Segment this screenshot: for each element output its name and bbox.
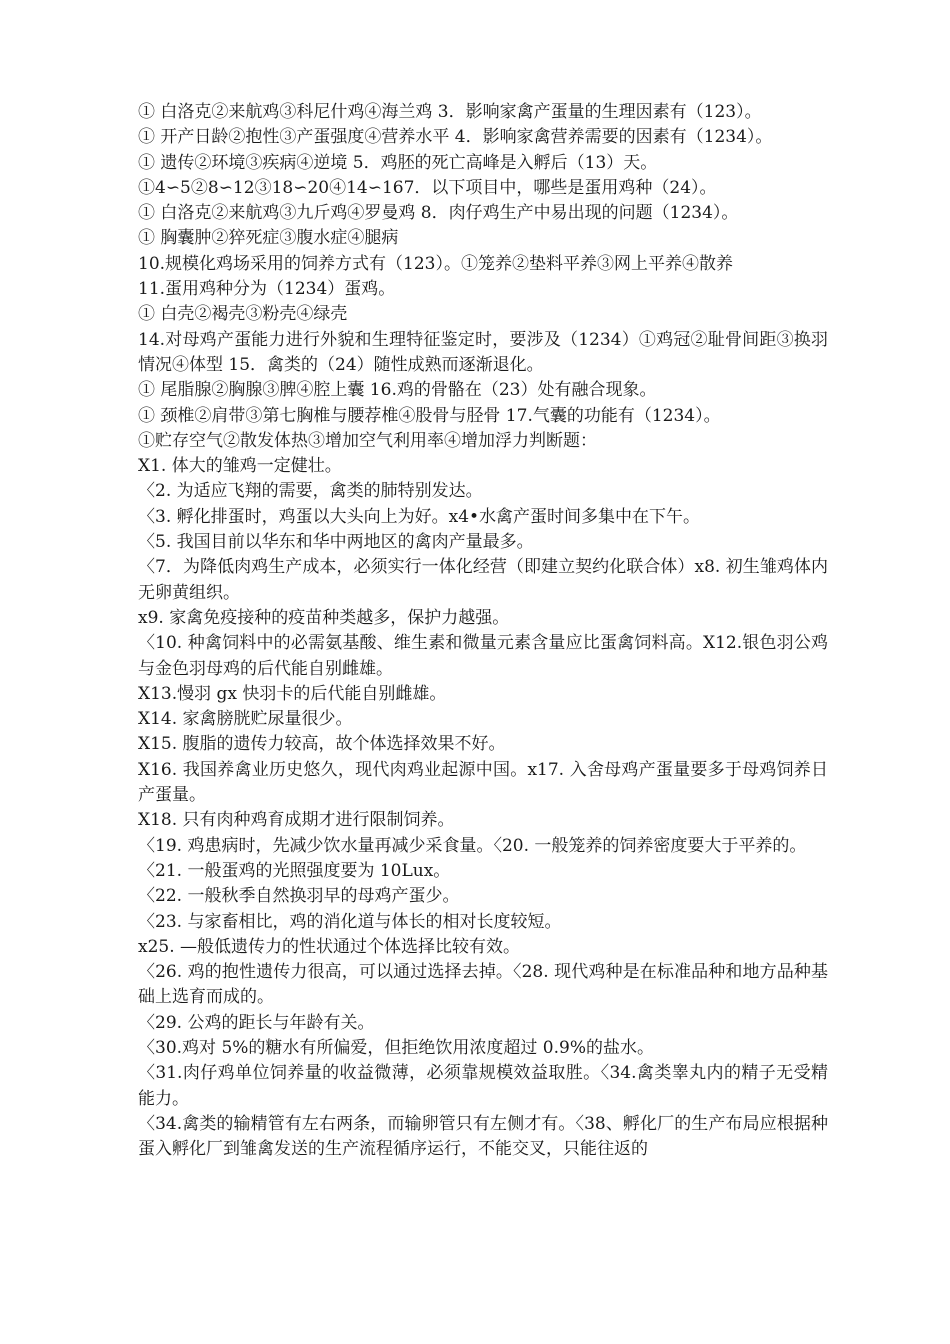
text-line: 〈7．为降低肉鸡生产成本，必须实行一体化经营（即建立契约化联合体）x8. 初生雏鸡体内无卵黄组织。 (138, 557, 828, 603)
text-line: 14.对母鸡产蛋能力进行外貌和生理特征鉴定时，要涉及（1234）①鸡冠②耻骨间距③换羽情况④体型 15．禽类的（24）随性成熟而逐渐退化。 (138, 329, 828, 375)
text-line: ① 胸囊肿②猝死症③腹水症④腿病 (138, 228, 399, 249)
text-line: x9. 家禽免疫接种的疫苗种类越多，保护力越强。 (138, 607, 510, 628)
text-line: ① 白洛克②来航鸡③九斤鸡④罗曼鸡 8．肉仔鸡生产中易出现的问题（1234）。 (138, 203, 739, 224)
text-line: ① 颈椎②肩带③第七胸椎与腰荐椎④股骨与胫骨 17.气囊的功能有（1234）。 (138, 405, 721, 426)
text-line: X16. 我国养禽业历史悠久，现代肉鸡业起源中国。x17. 入舍母鸡产蛋量要多于母鸡饲养日产蛋量。 (138, 759, 828, 806)
text-line: ① 白壳②褐壳③粉壳④绿壳 (138, 304, 348, 325)
text-line: 11.蛋用鸡种分为（1234）蛋鸡。 (138, 279, 396, 300)
text-line: ① 遗传②环境③疾病④逆境 5．鸡胚的死亡高峰是入孵后（13）天。 (138, 152, 658, 173)
text-line: ① 开产日龄②抱性③产蛋强度④营养水平 4．影响家禽营养需要的因素有（1234）。 (138, 127, 773, 148)
text-line: 〈2. 为适应飞翔的需要，禽类的肺特别发达。 (138, 481, 483, 502)
text-line: 〈5. 我国目前以华东和华中两地区的禽肉产量最多。 (138, 532, 534, 553)
text-line: X14. 家禽膀胱贮尿量很少。 (138, 709, 353, 730)
text-line: ①4∽5②8∽12③18∽20④14∽167．以下项目中，哪些是蛋用鸡种（24）。 (138, 177, 717, 198)
text-line: 〈21. 一般蛋鸡的光照强度要为 10Lux。 (138, 860, 451, 881)
text-line: ① 尾脂腺②胸腺③脾④腔上囊 16.鸡的骨骼在（23）处有融合现象。 (138, 380, 657, 401)
text-line: 〈3. 孵化排蛋时，鸡蛋以大头向上为好。x4•水禽产蛋时间多集中在下午。 (138, 506, 701, 527)
text-line: 〈34.禽类的输精管有左右两条，而输卵管只有左侧才有。〈38、孵化厂的生产布局应根据种蛋入孵化厂到雏禽发送的生产流程循序运行，不能交叉，只能往返的 (138, 1113, 828, 1160)
text-line: ① 白洛克②来航鸡③科尼什鸡④海兰鸡 3．影响家禽产蛋量的生理因素有（123）。 (138, 102, 762, 122)
text-line: 〈29. 公鸡的距长与年龄有关。 (138, 1012, 375, 1033)
text-line: 〈19. 鸡患病时，先减少饮水量再减少采食量。〈20. 一般笼养的饲养密度要大于平养的。 (138, 835, 807, 856)
text-line: X13.慢羽 gx 快羽卡的后代能自别雌雄。 (138, 683, 447, 704)
text-line: 〈26. 鸡的抱性遗传力很高，可以通过选择去掉。〈28. 现代鸡种是在标准品种和地方品种基础上选育而成的。 (138, 962, 828, 1008)
text-line: 〈31.肉仔鸡单位饲养量的收益微薄，必须靠规模效益取胜。〈34.禽类睾丸内的精子无受精能力。 (138, 1063, 828, 1109)
document-body (138, 100, 828, 1162)
text-line: X18. 只有肉种鸡育成期才进行限制饲养。 (138, 810, 455, 831)
text-line: 〈22. 一般秋季自然换羽早的母鸡产蛋少。 (138, 886, 460, 907)
text-line: 〈10. 种禽饲料中的必需氨基酸、维生素和微量元素含量应比蛋禽饲料高。X12.银色羽公鸡与金色羽母鸡的后代能自别雌雄。 (138, 633, 828, 679)
text-line: X1. 体大的雏鸡一定健壮。 (138, 456, 342, 477)
text-line: ①贮存空气②散发体热③增加空气利用率④增加浮力判断题： (138, 430, 597, 451)
text-line: 10.规模化鸡场采用的饲养方式有（123）。①笼养②垫料平养③网上平养④散养 (138, 253, 733, 274)
text-line: x25. —般低遗传力的性状通过个体选择比较有效。 (138, 936, 521, 957)
text-line: X15. 腹脂的遗传力较高，故个体选择效果不好。 (138, 734, 506, 755)
text-line: 〈23. 与家畜相比，鸡的消化道与体长的相对长度较短。 (138, 911, 562, 932)
text-line: 〈30.鸡对 5%的糖水有所偏爱，但拒绝饮用浓度超过 0.9%的盐水。 (138, 1037, 655, 1058)
